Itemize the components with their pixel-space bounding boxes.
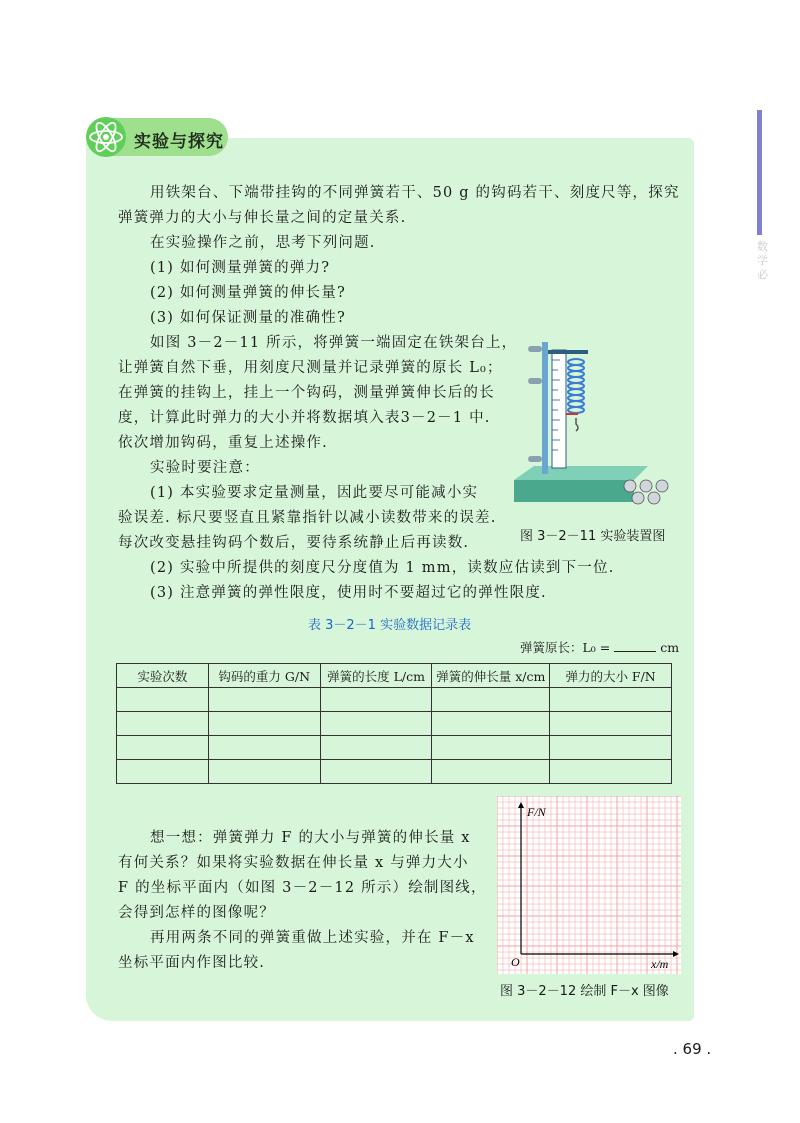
notes-title: 实验时要注意： (150, 460, 260, 476)
table-cell (432, 736, 550, 760)
origin-label: O (511, 955, 520, 969)
question-3: (3) 如何保证测量的准确性? (150, 310, 346, 326)
procedure-line-3: 在弹簧的挂钩上，挂上一个钩码，测量弹簧伸长后的长 (118, 385, 495, 401)
note-1-cont: 验误差. 标尺要竖直且紧靠指针以减小读数带来的误差. (118, 510, 497, 526)
table-cell (208, 712, 320, 736)
table-cell (550, 736, 672, 760)
header-trial: 实验次数 (117, 664, 209, 688)
table-header-row (117, 664, 672, 688)
procedure-line-2: 让弹簧自然下垂，用刻度尺测量并记录弹簧的原长 L₀； (118, 360, 503, 376)
header-force: 弹力的大小 F/N (550, 664, 672, 688)
f-x-graph-grid (497, 796, 681, 974)
spring-length-blank (614, 640, 656, 652)
intro-line-1: 用铁架台、下端带挂钩的不同弹簧若干、50 g 的钩码若干、刻度尺等，探究 (150, 185, 680, 201)
question-1: (1) 如何测量弹簧的弹力? (150, 260, 331, 276)
table-cell (117, 760, 209, 784)
chapter-tab-glyphs: 数 学 必 (757, 240, 768, 281)
redo-line-1: 再用两条不同的弹簧重做上述实验，并在 F－x (150, 930, 475, 946)
question-2: (2) 如何测量弹簧的伸长量? (150, 285, 346, 301)
think-line-2: 有何关系？如果将实验数据在伸长量 x 与弹力大小 (118, 855, 469, 871)
table-cell (320, 760, 432, 784)
procedure-line-4: 度，计算此时弹力的大小并将数据填入表3－2－1 中. (118, 410, 491, 426)
think-line-4: 会得到怎样的图像呢？ (118, 905, 275, 921)
table-cell (432, 688, 550, 712)
y-axis-label: F/N (527, 805, 546, 819)
table-cell (117, 736, 209, 760)
figure1-caption: 图 3－2－11 实验装置图 (520, 529, 666, 544)
figure2-caption: 图 3－2－12 绘制 F－x 图像 (500, 984, 669, 999)
table-row (117, 760, 672, 784)
table-cell (550, 760, 672, 784)
think-line-3: F 的坐标平面内（如图 3－2－12 所示）绘制图线， (118, 880, 487, 896)
note-1-cont-2: 每次改变悬挂钩码个数后，要待系统静止后再读数. (118, 535, 470, 551)
section-title: 实验与探究 (134, 132, 224, 152)
spring-length-unit: cm (660, 640, 680, 655)
table-cell (320, 736, 432, 760)
table-row (117, 736, 672, 760)
note-2: (2) 实验中所提供的刻度尺分度值为 1 mm，读数应估读到下一位. (150, 560, 615, 576)
table-cell (208, 760, 320, 784)
table-cell (432, 712, 550, 736)
table-cell (550, 712, 672, 736)
table-cell (117, 712, 209, 736)
table-title: 表 3－2－1 实验数据记录表 (308, 618, 472, 633)
table-cell (208, 736, 320, 760)
think-before: 在实验操作之前，思考下列问题. (150, 235, 376, 251)
page-number: . 69 . (673, 1040, 712, 1058)
section-badge (88, 118, 228, 156)
table-cell (208, 688, 320, 712)
procedure-line-5: 依次增加钩码，重复上述操作. (118, 435, 328, 451)
spring-apparatus-illustration (508, 338, 684, 510)
intro-line-2: 弹簧弹力的大小与伸长量之间的定量关系. (118, 210, 407, 226)
table-row (117, 688, 672, 712)
think-line-1: 想一想：弹簧弹力 F 的大小与弹簧的伸长量 x (150, 830, 471, 846)
x-axis-label: x/m (651, 957, 669, 971)
table-cell (320, 712, 432, 736)
table-cell (117, 688, 209, 712)
chapter-tab-bar (757, 110, 762, 235)
table-cell (550, 688, 672, 712)
spring-length-line (520, 638, 679, 656)
data-record-table (116, 663, 672, 784)
header-extension: 弹簧的伸长量 x/cm (432, 664, 550, 688)
atom-icon (84, 115, 128, 159)
table-cell (320, 688, 432, 712)
note-1: (1) 本实验要求定量测量，因此要尽可能减小实 (150, 485, 479, 501)
procedure-line-1: 如图 3－2－11 所示，将弹簧一端固定在铁架台上， (150, 335, 518, 351)
table-cell (432, 760, 550, 784)
spring-length-label: 弹簧原长：L₀ = (520, 640, 611, 655)
header-weight: 钩码的重力 G/N (208, 664, 320, 688)
redo-line-2: 坐标平面内作图比较. (118, 955, 266, 971)
header-length: 弹簧的长度 L/cm (320, 664, 432, 688)
note-3: (3) 注意弹簧的弹性限度，使用时不要超过它的弹性限度. (150, 585, 547, 601)
table-row (117, 712, 672, 736)
